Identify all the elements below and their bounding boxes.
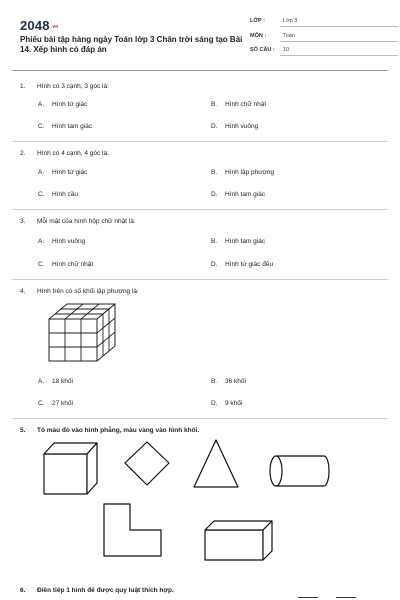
option-letter: C. (38, 123, 45, 130)
rectangular-prism-shape[interactable] (205, 521, 272, 560)
meta-subject-label: MÔN : (250, 33, 267, 39)
option-letter: D. (211, 400, 218, 407)
option-text: Hình lập phương (225, 169, 275, 176)
option-letter: A. (38, 169, 45, 176)
question-text: Hình có 4 cạnh, 4 góc là: (37, 150, 109, 157)
option-text: 9 khối (225, 400, 243, 407)
logo-text: 2048 (20, 18, 50, 33)
option-text: Hình tứ giác (52, 101, 88, 108)
option-letter: B. (211, 238, 218, 245)
option-letter: C. (38, 400, 45, 407)
meta-class-label: LỚP : (250, 18, 265, 24)
option-text: Hình tam giác (225, 238, 266, 245)
page-title: Phiếu bài tập hàng ngày Toán lớp 3 Chân trời sáng tạo Bài 14. Xếp hình có đáp án (20, 35, 243, 54)
option-letter: B. (211, 101, 218, 108)
option-text: Hình cầu (52, 191, 79, 198)
option-text: Hình tứ giác đều (225, 261, 274, 268)
option-text: Hình tam giác (52, 123, 93, 130)
option-letter: C. (38, 191, 45, 198)
question-number: 4. (20, 288, 26, 295)
question-text: Hình có 3 cạnh, 3 góc là: (37, 83, 109, 90)
question-number: 6. (20, 587, 26, 594)
question-number: 1. (20, 83, 26, 90)
option-text: Hình chữ nhật (225, 101, 267, 108)
logo-domain: .vn (50, 23, 59, 30)
question-number: 2. (20, 150, 26, 157)
option-letter: A. (38, 378, 45, 385)
option-text: Hình vuông (52, 238, 86, 245)
meta-count-value: 10 (283, 47, 290, 53)
option-letter: B. (211, 378, 218, 385)
question-number: 5. (20, 427, 26, 434)
answer-blank-right (336, 597, 356, 598)
option-text: Hình tam giác (225, 191, 266, 198)
option-letter: C. (38, 261, 45, 268)
answer-blank-left (298, 597, 318, 598)
cube-shape[interactable] (44, 443, 97, 494)
option-text: 36 khối (225, 378, 246, 385)
cylinder-shape[interactable] (270, 456, 329, 486)
question-text: Tô màu đỏ vào hình phẳng, màu vàng vào hình khối. (37, 427, 200, 434)
meta-count-label: SỐ CÂU : (250, 47, 275, 53)
triangle-shape[interactable] (194, 440, 238, 487)
option-text: Hình chữ nhật (52, 261, 94, 268)
question-number: 3. (20, 218, 26, 225)
option-letter: D. (211, 191, 218, 198)
meta-subject-value: Toán (283, 33, 295, 39)
option-text: 18 khối (52, 378, 73, 385)
l-shape[interactable] (104, 504, 161, 556)
option-letter: A. (38, 238, 45, 245)
option-text: Hình tứ giác (52, 169, 88, 176)
option-text: Hình vuông (225, 123, 259, 130)
question-text: Điền tiếp 1 hình để được quy luật thích hợp. (37, 587, 174, 594)
option-letter: D. (211, 123, 218, 130)
option-letter: B. (211, 169, 218, 176)
option-text: 27 khối (52, 400, 73, 407)
question-text: Hình trên có số khối lập phương là: (37, 288, 139, 295)
option-letter: D. (211, 261, 218, 268)
question-text: Mỗi mặt của hình hộp chữ nhật là: (37, 218, 136, 225)
square-rotated-shape[interactable] (125, 442, 169, 485)
option-letter: A. (38, 101, 45, 108)
meta-class-value: Lớp 3 (283, 18, 298, 24)
